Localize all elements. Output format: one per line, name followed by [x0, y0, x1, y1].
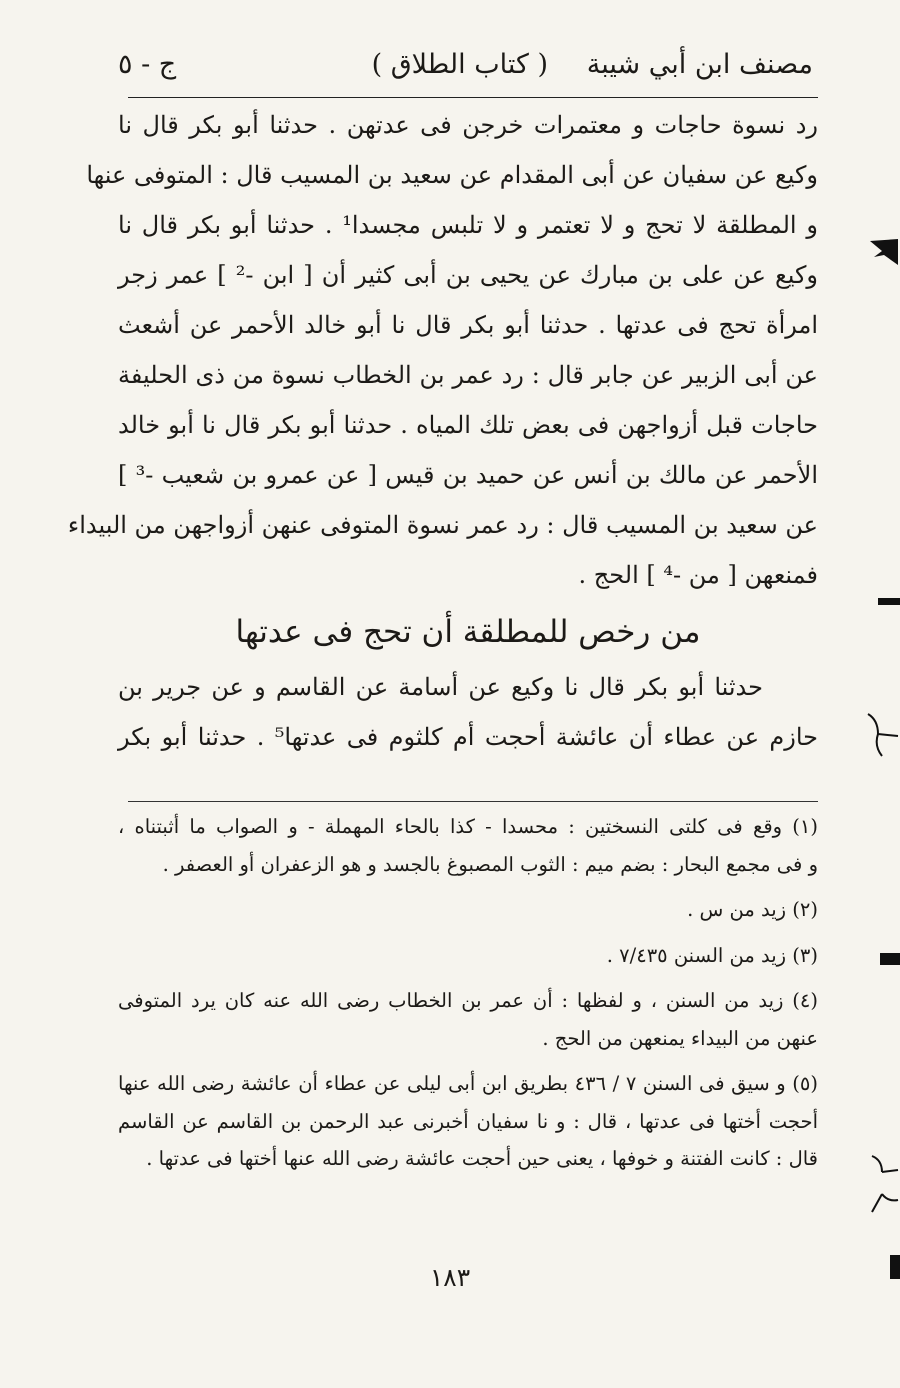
footnote-4 — [118, 982, 818, 1057]
footnote-3 — [118, 937, 818, 975]
footnote-line: (٣) زيد من السنن ٧/٤٣٥ . — [606, 943, 818, 967]
footnote-rule — [128, 801, 818, 802]
footnotes — [118, 808, 818, 1178]
margin-mark-dash-icon — [878, 598, 900, 605]
section-body — [118, 662, 818, 762]
text-line: حدثنا أبو بكر قال نا وكيع عن أسامة عن القاسم و عن جرير بن — [118, 673, 763, 701]
footnote-5 — [118, 1065, 818, 1178]
header-book-title: مصنف ابن أبي شيبة — [586, 49, 813, 80]
footnote-line: (١) وقع فى كلتى النسختين : محسدا - كذا بالحاء المهملة - و الصواب ما أثبتناه ، — [118, 815, 818, 838]
text-line: رد نسوة حاجات و معتمرات خرجن فى عدتهن . حدثنا أبو بكر قال نا — [118, 111, 818, 139]
margin-mark-arrow-icon — [868, 235, 900, 271]
section-heading: من رخص للمطلقة أن تحج فى عدتها — [235, 614, 701, 650]
page-number: ١٨٣ — [429, 1263, 471, 1292]
text-line: حاجات قبل أزواجهن فى بعض تلك المياه . حدثنا أبو بكر قال نا أبو خالد — [118, 411, 818, 439]
footnote-line: عنهن من البيداء يمنعهن من الحج . — [542, 1026, 818, 1050]
text-line: وكيع عن على بن مبارك عن يحيى بن أبى كثير أن [ ابن -² ] عمر زجر — [118, 261, 819, 289]
header-chapter-title: ( كتاب الطلاق ) — [371, 49, 548, 80]
footnote-line: (٥) و سيق فى السنن ٧ / ٤٣٦ بطريق ابن أبى ليلى عن عطاء أن عائشة رضى الله عنها — [118, 1072, 819, 1095]
margin-mark-dash-icon — [890, 1255, 900, 1279]
margin-mark-dash-icon — [880, 953, 900, 965]
text-line: الأحمر عن مالك بن أنس عن حميد بن قيس [ عن عمرو بن شعيب -³ ] — [118, 461, 818, 489]
footnote-1 — [118, 808, 818, 883]
footnote-line: قال : كانت الفتنة و خوفها ، يعنى حين أحجت عائشة رضى الله عنها أختها فى عدتها . — [146, 1147, 818, 1170]
main-text — [67, 100, 819, 762]
text-line: عن سعيد بن المسيب قال : رد عمر نسوة المتوفى عنهن أزواجهن من البيداء — [67, 511, 818, 539]
margin-mark-hook-icon — [864, 710, 900, 760]
footnote-line: و فى مجمع البحار : بضم ميم : الثوب المصبوغ بالجسد و هو الزعفران أو العصفر . — [162, 852, 818, 876]
header-volume: ج - ٥ — [118, 49, 177, 80]
text-line: حازم عن عطاء أن عائشة أحجت أم كلثوم فى عدتها⁵ . حدثنا أبو بكر — [118, 723, 818, 751]
text-line: وكيع عن سفيان عن أبى المقدام عن سعيد بن المسيب قال : المتوفى عنها — [86, 161, 818, 189]
margin-mark-hook-icon — [868, 1150, 900, 1220]
text-line: و المطلقة لا تحج و لا تعتمر و لا تلبس مجسدا¹ . حدثنا أبو بكر قال نا — [118, 211, 818, 239]
footnote-line: (٢) زيد من س . — [687, 898, 818, 921]
footnote-line: (٤) زيد من السنن ، و لفظها : أن عمر بن الخطاب رضى الله عنه كان يرد المتوفى — [118, 989, 818, 1012]
text-line: عن أبى الزبير عن جابر قال : رد عمر بن الخطاب نسوة من ذى الحليفة — [118, 361, 818, 389]
text-line: فمنعهن [ من -⁴ ] الحج . — [578, 561, 818, 589]
footnote-2 — [118, 891, 818, 929]
header-rule — [128, 97, 818, 98]
running-header — [118, 40, 813, 90]
text-line: امرأة تحج فى عدتها . حدثنا أبو بكر قال نا أبو خالد الأحمر عن أشعث — [118, 311, 819, 339]
footnote-line: أحجت أختها فى عدتها ، قال : و نا سفيان أخبرنى عبد الرحمن بن القاسم عن القاسم — [118, 1109, 818, 1133]
